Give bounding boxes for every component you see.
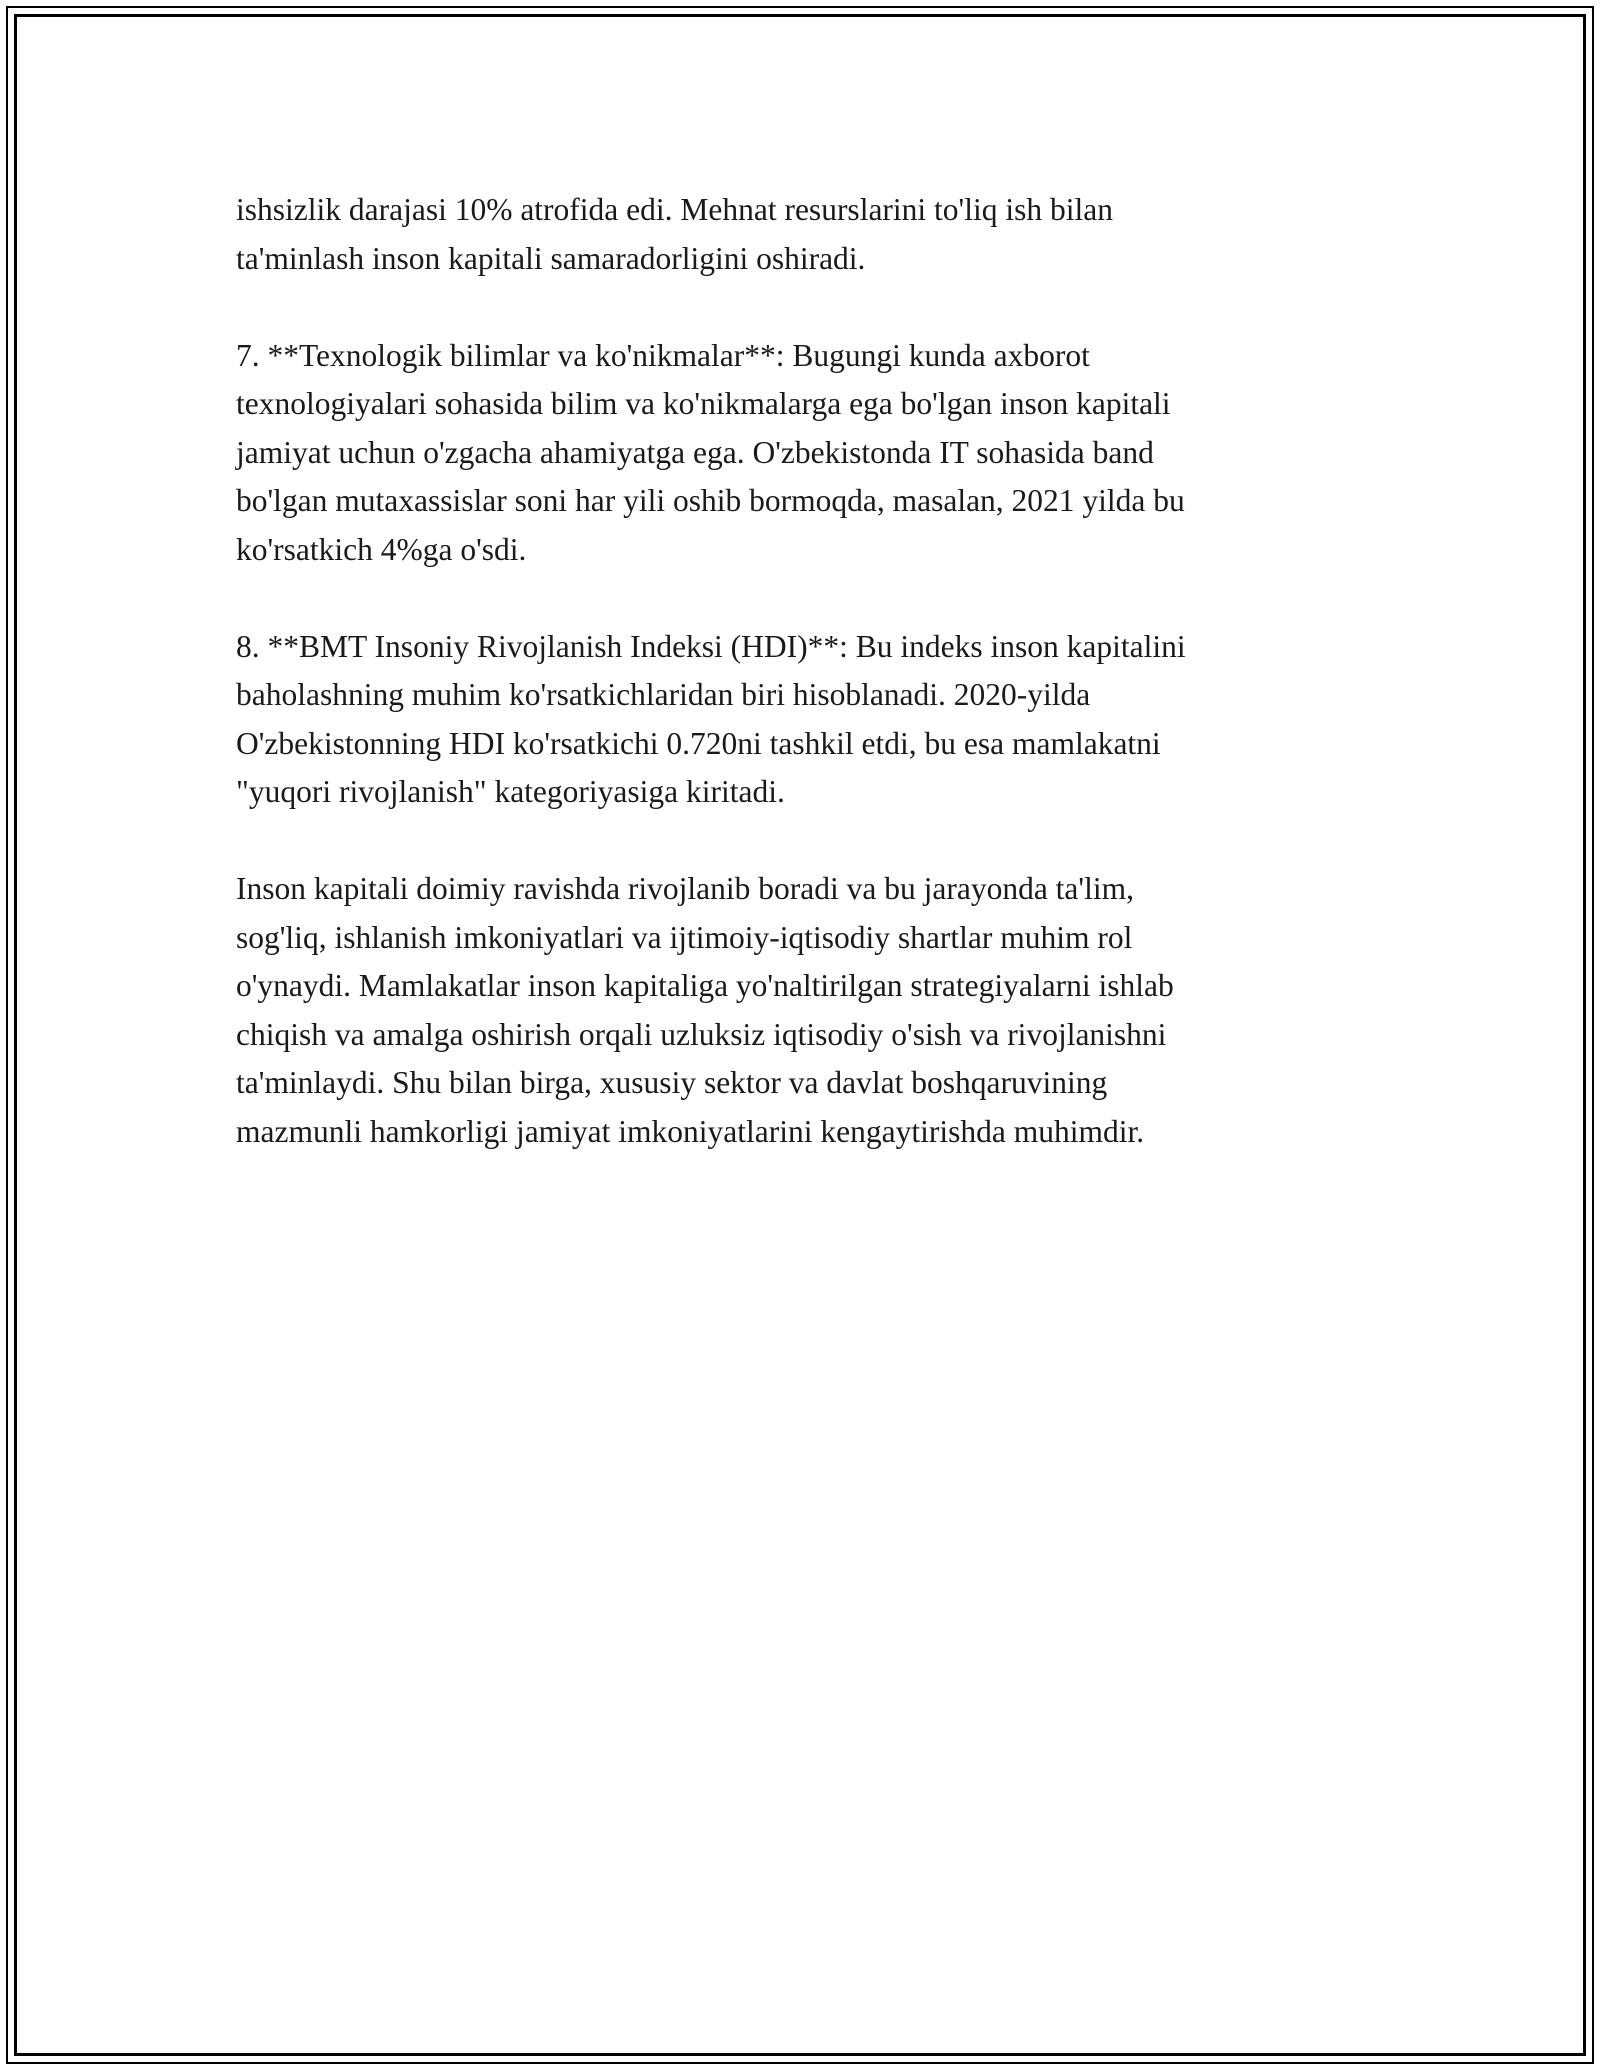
paragraph-conclusion: Inson kapitali doimiy ravishda rivojlanib boradi va bu jarayonda ta'lim, sog'liq, ishlanish imkoniyatlari va ijtimoiy-iqtisodiy shartlar muhim rol o'ynaydi. Mamlakatlar inson kapitaliga yo'naltirilgan strategiyalarni ishlab chiqish va amalga oshirish orqali uzluksiz iqtisodiy o'sish va rivojlanishni ta'minlaydi. Shu bilan birga, xususiy sektor va davlat boshqaruvining mazmunli hamkorligi jamiyat imkoniyatlarini kengaytirishda muhimdir. xyxy=(236,871,1174,1149)
paragraph-unemployment-continuation: ishsizlik darajasi 10% atrofida edi. Mehnat resurslarini to'liq ish bilan ta'minlash inson kapitali samaradorligini oshiradi. xyxy=(236,192,1113,276)
paragraph-item-7-technology-skills: 7. **Texnologik bilimlar va ko'nikmalar**: Bugungi kunda axborot texnologiyalari sohasida bilim va ko'nikmalarga ega bo'lgan inson kapitali jamiyat uchun o'zgacha ahamiyatga ega. O'zbekistonda IT sohasida band bo'lgan mutaxassislar soni har yili oshib bormoqda, masalan, 2021 yilda bu ko'rsatkich 4%ga o'sdi. xyxy=(236,337,1185,567)
paragraph-item-8-hdi: 8. **BMT Insoniy Rivojlanish Indeksi (HDI)**: Bu indeks inson kapitalini baholashning muhim ko'rsatkichlaridan biri hisoblanadi. 2020-yilda O'zbekistonning HDI ko'rsatkichi 0.720ni tashkil etdi, bu esa mamlakatni "yuqori rivojlanish" kategoriyasiga kiritadi. xyxy=(236,628,1186,809)
document-body xyxy=(236,186,1366,1156)
